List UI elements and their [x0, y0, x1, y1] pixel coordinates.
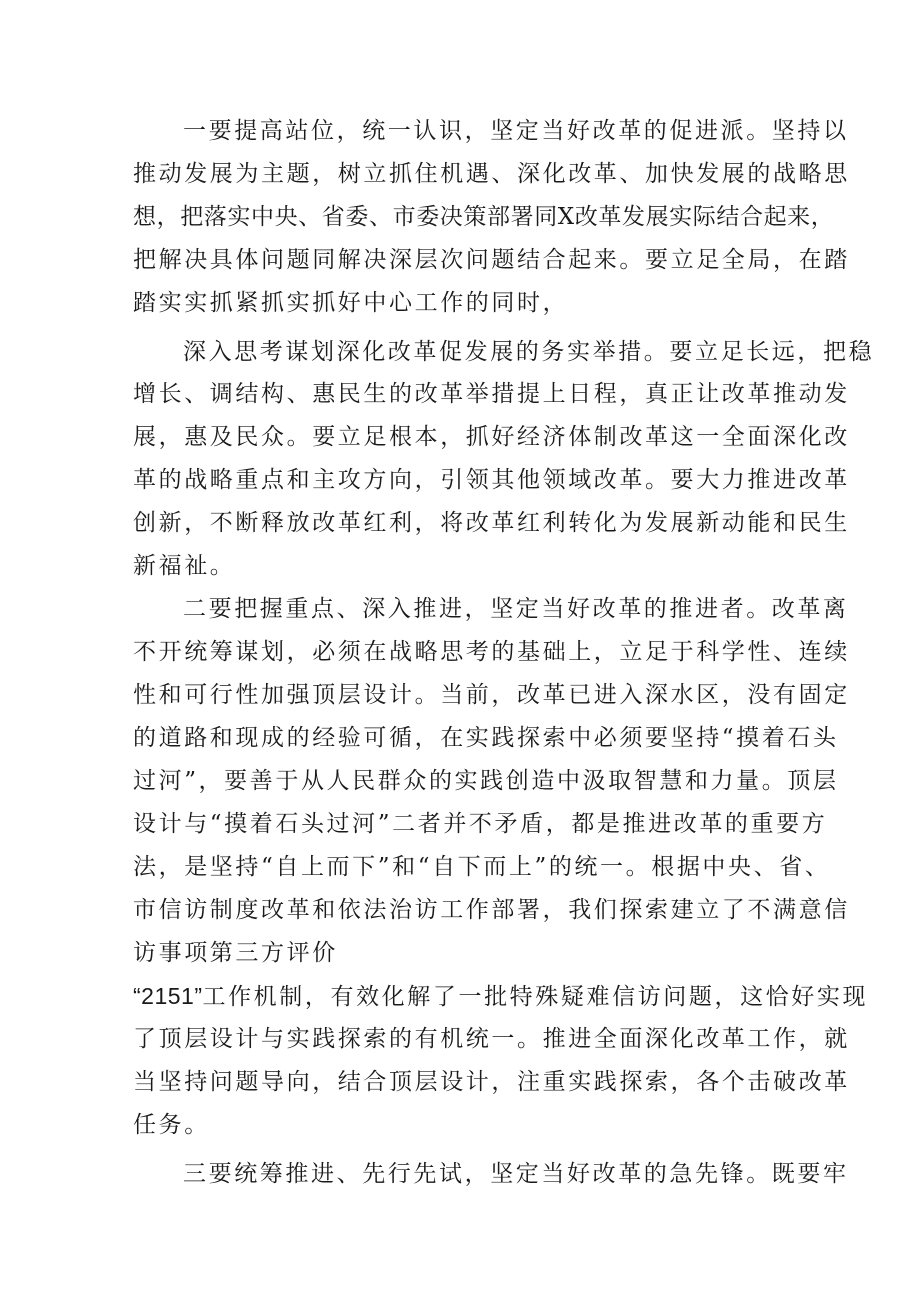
- text-line: 深入思考谋划深化改革促发展的务实举措。要立足长远，把稳: [183, 339, 875, 365]
- text-line: 当坚持问题导向，结合顶层设计，注重实践探索，各个击破改革: [133, 1069, 850, 1095]
- text-line: 一要提高站位，统一认识，坚定当好改革的促进派。坚持以: [183, 118, 849, 144]
- text-line: 访事项第三方评价: [133, 940, 338, 966]
- text-line: 任务。: [133, 1112, 210, 1138]
- text-line: 把解决具体问题同解决深层次问题结合起来。要立足全局，在踏: [133, 247, 850, 273]
- text-line: 增长、调结构、惠民生的改革举措提上日程，真正让改革推动发: [133, 381, 850, 407]
- text-line: [133, 983, 868, 1010]
- text-line: 性和可行性加强顶层设计。当前，改革已进入深水区，没有固定: [133, 682, 850, 708]
- mechanism-code: “2151”: [133, 983, 203, 1009]
- text-line: 不开统筹谋划，必须在战略思考的基础上，立足于科学性、连续: [133, 639, 850, 665]
- text-line-continuation: 工作机制，有效化解了一批特殊疑难信访问题，这恰好实现: [202, 984, 869, 1010]
- text-line: 设计与“摸着石头过河”二者并不矛盾，都是推进改革的重要方: [133, 811, 828, 837]
- text-line: 新福祉。: [133, 553, 236, 579]
- text-line: 市信访制度改革和依法治访工作部署，我们探索建立了不满意信: [133, 897, 850, 923]
- text-line: 革的战略重点和主攻方向，引领其他领域改革。要大力推进改革: [133, 467, 850, 493]
- text-line: 推动发展为主题，树立抓住机遇、深化改革、加快发展的战略思: [133, 161, 850, 187]
- text-line: 展，惠及民众。要立足根本，抓好经济体制改革这一全面深化改: [133, 424, 850, 450]
- text-line: 的道路和现成的经验可循，在实践探索中必须要坚持“摸着石头: [133, 725, 839, 751]
- text-line: 二要把握重点、深入推进，坚定当好改革的推进者。改革离: [183, 596, 849, 622]
- text-line: 过河”，要善于从人民群众的实践创造中汲取智慧和力量。顶层: [133, 768, 839, 794]
- text-line: 想，把落实中央、省委、市委决策部署同X改革发展实际结合起来，: [133, 204, 835, 230]
- text-line: 三要统筹推进、先行先试，坚定当好改革的急先锋。既要牢: [183, 1161, 849, 1187]
- text-line: 踏实实抓紧抓实抓好中心工作的同时，: [133, 290, 569, 316]
- text-line: 创新，不断释放改革红利，将改革红利转化为发展新动能和民生: [133, 510, 850, 536]
- text-line: 了顶层设计与实践探索的有机统一。推进全面深化改革工作，就: [133, 1026, 850, 1052]
- text-line: 法，是坚持“自上而下”和“自下而上”的统一。根据中央、省、: [133, 854, 831, 880]
